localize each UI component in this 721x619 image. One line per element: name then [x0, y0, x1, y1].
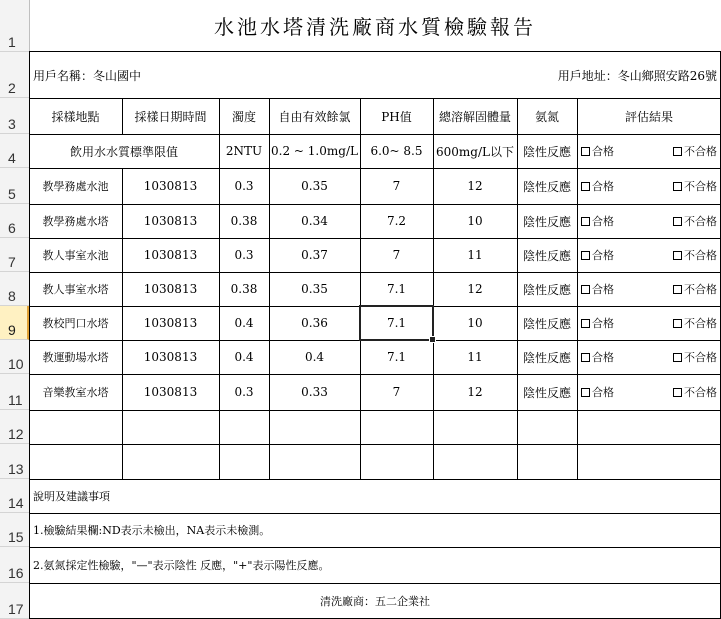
report-title: 水池水塔清洗廠商水質檢驗報告	[214, 14, 536, 39]
row-number-1[interactable]: 1	[0, 0, 29, 52]
table-row-2-pass-label: 合格	[592, 215, 614, 228]
grid-line	[577, 98, 578, 479]
table-row-2-ammonia: 陰性反應	[522, 214, 571, 229]
table-row-4-tds: 12	[467, 282, 483, 296]
table-row-5-tds: 10	[467, 316, 483, 330]
column-header-2: 採樣日期時間	[134, 109, 207, 124]
table-row-7-tds: 12	[467, 385, 483, 399]
table-row-6-fail-label: 不合格	[684, 351, 717, 364]
grid-line	[29, 168, 721, 169]
row-number-13[interactable]: 13	[0, 444, 29, 479]
table-row-4-ammonia: 陰性反應	[522, 282, 571, 297]
checkbox-icon[interactable]	[581, 319, 590, 328]
table-row-1-tds: 12	[467, 179, 483, 193]
standard-turbidity: 2NTU	[225, 144, 263, 158]
standard-pass-option[interactable]	[581, 143, 614, 159]
grid-line	[29, 238, 721, 239]
checkbox-icon[interactable]	[673, 353, 682, 362]
table-row-3-chlorine: 0.37	[301, 248, 328, 262]
table-row-3-ph: 7	[392, 248, 401, 262]
column-header-8: 評估結果	[624, 109, 673, 124]
table-row-3-date: 1030813	[143, 248, 198, 262]
checkbox-icon[interactable]	[581, 251, 590, 260]
table-row-5-ph: 7.1	[386, 316, 407, 330]
table-row-3-location: 教人事室水池	[42, 249, 109, 262]
table-row-6-location: 教運動場水塔	[42, 351, 109, 364]
checkbox-icon[interactable]	[581, 147, 590, 156]
table-row-1-fail-option[interactable]	[673, 178, 717, 194]
table-row-7-pass-label: 合格	[592, 386, 614, 399]
table-row-5-location: 教校門口水塔	[42, 317, 109, 330]
row-number-15[interactable]: 15	[0, 513, 29, 547]
table-row-3-fail-option[interactable]	[673, 247, 717, 263]
table-row-6-date: 1030813	[143, 350, 198, 364]
grid-line	[29, 444, 721, 445]
table-row-7-date: 1030813	[143, 385, 198, 399]
row-number-16[interactable]: 16	[0, 547, 29, 583]
grid-line	[433, 98, 434, 479]
table-row-5-date: 1030813	[143, 316, 198, 330]
user-address: 用戶地址：冬山鄉照安路26號	[557, 68, 717, 83]
standard-tds: 600mg/L以下	[436, 144, 514, 159]
table-row-7-location: 音樂教室水塔	[42, 386, 109, 399]
table-row-3-pass-option[interactable]	[581, 247, 614, 263]
checkbox-icon[interactable]	[581, 217, 590, 226]
table-row-6-pass-label: 合格	[592, 351, 614, 364]
table-row-5-fail-option[interactable]	[673, 315, 717, 331]
table-row-5-pass-option[interactable]	[581, 315, 614, 331]
column-header-5: PH值	[381, 109, 412, 124]
table-row-7-chlorine: 0.33	[301, 385, 328, 399]
table-row-7-fail-option[interactable]	[673, 384, 717, 400]
table-row-4-pass-option[interactable]	[581, 281, 614, 297]
checkbox-icon[interactable]	[581, 285, 590, 294]
note-2: 2.氨氮採定性檢驗，"—"表示陰性 反應，"+"表示陽性反應。	[33, 559, 330, 572]
table-row-3-turbidity: 0.3	[234, 248, 254, 262]
table-row-6-tds: 11	[467, 350, 483, 364]
table-row-1-pass-label: 合格	[592, 180, 614, 193]
table-row-2-location: 教學務處水塔	[42, 215, 109, 228]
table-row-5-evaluation	[577, 306, 721, 340]
table-row-1-ammonia: 陰性反應	[522, 179, 571, 194]
table-row-4-location: 教人事室水塔	[42, 283, 109, 296]
table-row-6-pass-option[interactable]	[581, 349, 614, 365]
standard-label: 飲用水水質標準限值	[69, 144, 178, 159]
checkbox-icon[interactable]	[581, 182, 590, 191]
column-header-6: 總溶解固體量	[438, 109, 511, 124]
worksheet[interactable]	[29, 0, 721, 619]
grid-line	[29, 410, 721, 411]
table-row-6-ammonia: 陰性反應	[522, 350, 571, 365]
grid-line	[29, 272, 721, 273]
table-row-2-fail-label: 不合格	[684, 215, 717, 228]
column-header-7: 氨氮	[534, 109, 559, 124]
row-number-8[interactable]: 8	[0, 272, 29, 306]
table-row-5-pass-label: 合格	[592, 317, 614, 330]
row-number-3[interactable]: 3	[0, 98, 29, 134]
grid-line	[122, 98, 123, 134]
standard-ph: 6.0~ 8.5	[370, 144, 423, 158]
row-number-9[interactable]: 9	[0, 306, 29, 340]
grid-line	[269, 98, 270, 479]
checkbox-icon[interactable]	[581, 388, 590, 397]
table-row-5-chlorine: 0.36	[301, 316, 328, 330]
row-number-5[interactable]: 5	[0, 168, 29, 204]
column-header-4: 自由有效餘氯	[278, 109, 351, 124]
checkbox-icon[interactable]	[673, 251, 682, 260]
table-row-4-evaluation	[577, 272, 721, 306]
row-number-4[interactable]: 4	[0, 134, 29, 168]
checkbox-icon[interactable]	[581, 353, 590, 362]
standard-evaluation	[577, 134, 721, 168]
row-number-14[interactable]: 14	[0, 479, 29, 513]
standard-ammonia: 陰性反應	[522, 144, 571, 159]
table-row-1-location: 教學務處水池	[42, 180, 109, 193]
table-row-2-ph: 7.2	[386, 214, 407, 228]
table-row-6-evaluation	[577, 340, 721, 374]
row-number-17[interactable]: 17	[0, 583, 29, 619]
table-row-7-evaluation	[577, 374, 721, 410]
table-row-4-turbidity: 0.38	[230, 282, 258, 296]
table-row-1-pass-option[interactable]	[581, 178, 614, 194]
table-row-2-tds: 10	[467, 214, 483, 228]
table-row-3-fail-label: 不合格	[684, 249, 717, 262]
table-row-5-fail-label: 不合格	[684, 317, 717, 330]
note-1: 1.檢驗結果欄:ND表示未檢出，NA表示未檢測。	[33, 524, 271, 537]
checkbox-icon[interactable]	[673, 319, 682, 328]
grid-line	[360, 98, 361, 479]
table-row-1-ph: 7	[392, 179, 401, 193]
table-row-4-date: 1030813	[143, 282, 198, 296]
table-row-6-ph: 7.1	[386, 350, 407, 364]
grid-line	[29, 98, 721, 99]
vendor-name: 清洗廠商：五二企業社	[320, 595, 430, 608]
table-row-2-chlorine: 0.34	[301, 214, 328, 228]
table-row-4-fail-label: 不合格	[684, 283, 717, 296]
table-row-7-turbidity: 0.3	[234, 385, 254, 399]
checkbox-icon[interactable]	[673, 388, 682, 397]
row-number-6[interactable]: 6	[0, 204, 29, 238]
table-row-3-evaluation	[577, 238, 721, 272]
checkbox-icon[interactable]	[673, 147, 682, 156]
active-cell-selection[interactable]	[359, 305, 434, 341]
table-row-5-turbidity: 0.4	[234, 316, 254, 330]
notes-title: 說明及建議事項	[33, 490, 110, 503]
table-row-3-pass-label: 合格	[592, 249, 614, 262]
table-row-7-ph: 7	[392, 385, 401, 399]
table-row-7-ammonia: 陰性反應	[522, 385, 571, 400]
fill-handle[interactable]	[429, 336, 436, 343]
grid-line	[122, 168, 123, 479]
column-header-3: 濁度	[231, 109, 256, 124]
row-number-2[interactable]: 2	[0, 52, 29, 98]
row-number-12[interactable]: 12	[0, 410, 29, 444]
row-number-11[interactable]: 11	[0, 374, 29, 410]
grid-line	[517, 98, 518, 479]
row-number-7[interactable]: 7	[0, 238, 29, 272]
table-row-7-pass-option[interactable]	[581, 384, 614, 400]
grid-line	[29, 374, 721, 375]
checkbox-icon[interactable]	[673, 285, 682, 294]
grid-line	[219, 98, 220, 479]
standard-chlorine: 0.2 ~ 1.0mg/L	[271, 144, 358, 158]
table-row-1-fail-label: 不合格	[684, 180, 717, 193]
table-row-4-chlorine: 0.35	[301, 282, 328, 296]
grid-line	[29, 134, 721, 135]
table-row-2-date: 1030813	[143, 214, 198, 228]
table-row-2-pass-option[interactable]	[581, 213, 614, 229]
table-row-3-ammonia: 陰性反應	[522, 248, 571, 263]
grid-line	[29, 51, 721, 52]
table-row-1-date: 1030813	[143, 179, 198, 193]
grid-line	[29, 204, 721, 205]
standard-pass-label: 合格	[592, 145, 614, 158]
table-row-4-fail-option[interactable]	[673, 281, 717, 297]
checkbox-icon[interactable]	[673, 182, 682, 191]
table-row-5-ammonia: 陰性反應	[522, 316, 571, 331]
table-row-6-fail-option[interactable]	[673, 349, 717, 365]
standard-fail-label: 不合格	[684, 145, 717, 158]
table-row-3-tds: 11	[467, 248, 483, 262]
standard-fail-option[interactable]	[673, 143, 717, 159]
column-header-1: 採樣地點	[51, 109, 100, 124]
user-name: 用戶名稱：冬山國中	[33, 68, 142, 83]
table-row-7-fail-label: 不合格	[684, 386, 717, 399]
table-row-2-turbidity: 0.38	[230, 214, 258, 228]
table-row-4-ph: 7.1	[386, 282, 407, 296]
table-row-1-chlorine: 0.35	[301, 179, 328, 193]
table-row-2-evaluation	[577, 204, 721, 238]
table-row-1-turbidity: 0.3	[234, 179, 254, 193]
table-row-2-fail-option[interactable]	[673, 213, 717, 229]
table-row-6-turbidity: 0.4	[234, 350, 254, 364]
table-row-1-evaluation	[577, 168, 721, 204]
row-number-10[interactable]: 10	[0, 340, 29, 374]
checkbox-icon[interactable]	[673, 217, 682, 226]
table-row-4-pass-label: 合格	[592, 283, 614, 296]
table-row-6-chlorine: 0.4	[304, 350, 325, 364]
